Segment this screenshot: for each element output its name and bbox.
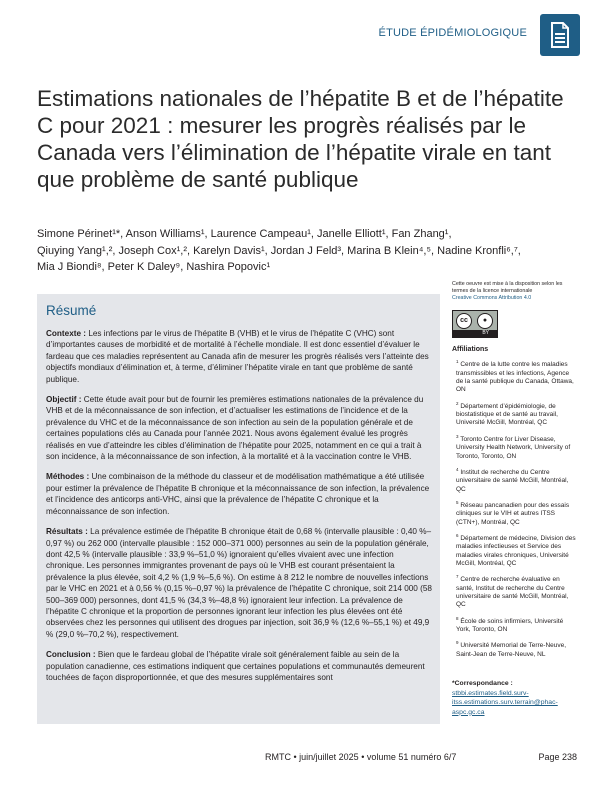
affiliation-item: $^1$ Centre de la lutte contre les maladies transmissibles et les infections, Agence de la santé publique du Canada, Ottawa, ON bbox=[456, 359, 574, 394]
affiliation-item: $^5$ Réseau pancanadien pour des essais cliniques sur le VIH et autres ITSS (CTN+), Montréal, QC bbox=[456, 499, 570, 526]
affiliations-heading: Affiliations bbox=[452, 346, 489, 354]
affiliation-item: $^2$ Département d’épidémiologie, de biostatistique et de santé au travail, Université McGill, Montréal, QC bbox=[456, 400, 558, 427]
section-label: ÉTUDE ÉPIDÉMIOLOGIQUE bbox=[378, 27, 527, 39]
author-line: Mia J Biondi⁸, Peter K Daley⁹, Nashira Popovic¹ bbox=[37, 261, 271, 273]
page-number: Page 238 bbox=[538, 752, 577, 762]
abstract-box bbox=[37, 294, 440, 724]
affiliation-item: $^3$ Toronto Centre for Liver Disease, University Health Network, University of Toronto, Toronto, ON bbox=[456, 433, 571, 460]
abstract-methods: Méthodes : Une combinaison de la méthode du classeur et de modélisation mathématique a été utilisée pour estimer la prévalence de l’hépatite B chronique et la méconnaissance de son infection, la prévalence et l’incidence des anticorps anti-VHC, ainsi que la prévalence de l’hépatite C chronique et la méconnaissance de son infection. bbox=[46, 472, 430, 516]
cc-by-label: BY bbox=[482, 330, 489, 337]
article-title: Estimations nationales de l’hépatite B et de l’hépatite C pour 2021 : mesurer les progrès réalisés par le Canada vers l’élimination de l’hépatite virale en tant que problème de santé publique bbox=[37, 86, 564, 193]
affiliation-item: $^4$ Institut de recherche du Centre universitaire de santé McGill, Montréal, QC bbox=[456, 466, 569, 493]
cc-by-license-icon: cc ● BY bbox=[452, 310, 498, 338]
author-line: Simone Périnet¹*, Anson Williams¹, Laurence Campeau¹, Janelle Elliott¹, Fan Zhang¹, bbox=[37, 228, 452, 240]
abstract-conclusion: Conclusion : Bien que le fardeau global de l’hépatite virale soit généralement faible au sein de la population canadienne, ces estimations indiquent que certaines populations et communautés demeurent touchées de façon disproportionnée, et que des mesures supplémentaires sont bbox=[46, 650, 425, 682]
affiliation-item: $^9$ Université Memorial de Terre-Neuve, Saint-Jean de Terre-Neuve, NL bbox=[456, 640, 567, 658]
abstract-objective: Objectif : Cette étude avait pour but de fournir les premières estimations nationales de la prévalence du VHB et de la méconnaissance de son infection, et d’actualiser les estimations de l’incidence et de la prévalence du VHC et de la méconnaissance de son infection au sein de la population générale et de certaines populations clés au Canada pour l’année 2021. Nous avons également évalué les progrès réalisés en vue d’atteindre les cibles d’élimination de l’hépatite pour 2025, notamment en ce qui a trait à son incidence, à la méconnaissance de son infection, à la mortalité et à la vaccination contre le VHB. bbox=[46, 395, 424, 462]
license-link[interactable]: Creative Commons Attribution 4.0 bbox=[452, 294, 532, 301]
abstract-results: Résultats : La prévalence estimée de l’hépatite B chronique était de 0,68 % (intervalle plausible : 0,40 %–0,97 %) ou 262 000 (intervalle plausible : 152 000–371 000) personnes au sein de la population générale, dont 42,5 % (intervalle plausible : 33,9 %–51,0 %) ignoraient qu’elles vivaient avec une infection chronique. Les personnes immigrantes provenant de pays où le VHB est courant présentaient la prévalence la plus élevée, soit 4,2 % (1,9 %–5,6 %). On estime à 8 212 le nombre de nouvelles infections par le VHC en 2021 et à 0,56 % (0,15 %–0,97 %) la prévalence de l’hépatite C chronique, soit 214 000 (58 500–369 000) personnes, dont 41,5 % (34,3 %–48,8 %) ignoraient leur infection. La prévalence de l’hépatite C chronique et la proportion de personnes ignorant leur infection les plus élevées ont été observées chez les personnes qui utilisent des drogues par injection, soit 36,9 % (12,6 %–55,1 %) et 49,9 % (29,0 %–70,2 %), respectivement. bbox=[46, 527, 432, 639]
affiliation-list bbox=[452, 358, 578, 659]
sidebar bbox=[452, 281, 578, 659]
license-note: Cette oeuvre est mise à la disposition selon les termes de la licence internationale Creative Commons Attribution 4.0 bbox=[452, 281, 563, 301]
affiliation-item: $^6$ Département de médecine, Division des maladies infectieuses et Service des maladies virales chroniques, Université McGill, Montréal, QC bbox=[456, 532, 576, 567]
abstract-heading: Résumé bbox=[46, 303, 97, 318]
abstract-context: Contexte : Les infections par le virus de l’hépatite B (VHB) et le virus de l’hépatite C (VHC) sont d’importantes causes de morbidité et de mortalité à l’échelle mondiale. Il est donc essentiel d’évaluer le fardeau que ces maladies représentent au Canada afin de mesurer les progrès réalisés vers l’atteinte des objectifs mondiaux d’élimination et, à terme, d’éliminer l’hépatite virale en tant que problème de santé publique. bbox=[46, 329, 429, 384]
document-badge bbox=[540, 14, 580, 56]
author-line: Qiuying Yang¹,², Joseph Cox¹,², Karelyn Davis¹, Jordan J Feld³, Marina B Klein⁴,⁵, Nadine Kronfli⁶,⁷, bbox=[37, 244, 521, 257]
journal-citation: RMTC • juin/juillet 2025 • volume 51 numéro 6/7 bbox=[265, 752, 457, 762]
affiliation-item: $^7$ Centre de recherche évaluative en santé, Institut de recherche du Centre universitaire de santé McGill, Montréal, QC bbox=[456, 574, 569, 609]
correspondence bbox=[452, 679, 582, 717]
correspondence-email[interactable]: stbbi.estimates.field.surv-itss.estimations.surv.terrain@phac-aspc.gc.ca bbox=[452, 689, 558, 716]
affiliation-item: $^8$ École de soins infirmiers, Université York, Toronto, ON bbox=[456, 615, 564, 634]
author-list bbox=[37, 226, 577, 276]
document-icon bbox=[550, 22, 570, 48]
page-footer bbox=[265, 752, 577, 762]
correspondence-heading: *Correspondance : bbox=[452, 680, 513, 687]
